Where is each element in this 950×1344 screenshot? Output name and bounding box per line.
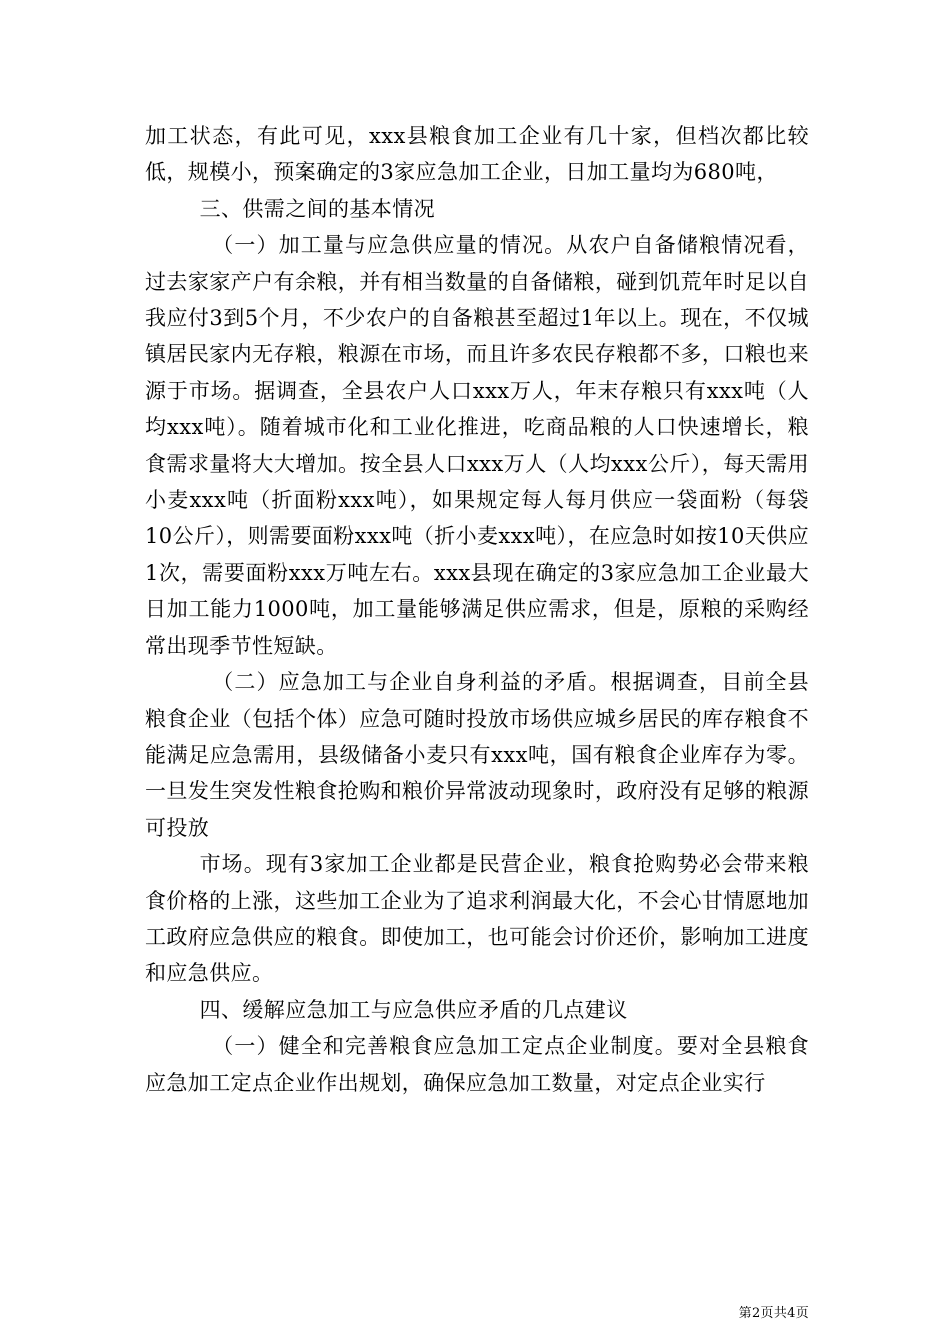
paragraph-processing-status: 加工状态，有此可见，xxx县粮食加工企业有几十家，但档次都比较低，规模小，预案确定的3家应急加工企业，日加工量均为680吨，: [145, 124, 809, 185]
heading-suggestions: 四、缓解应急加工与应急供应矛盾的几点建议: [199, 997, 628, 1022]
paragraph-market-continuation: 市场。现有3家加工企业都是民营企业，粮食抢购势必会带来粮食价格的上涨，这些加工企业为了追求利润最大化，不会心甘情愿地加工政府应急供应的粮食。即使加工，也可能会讨价还价，影响加工进度和应急供应。: [145, 852, 809, 986]
heading-supply-demand: 三、供需之间的基本情况: [199, 196, 435, 221]
paragraph-enterprise-interest: （二）应急加工与企业自身利益的矛盾。根据调查，目前全县粮食企业（包括个体）应急可随时投放市场供应城乡居民的库存粮食不能满足应急需用，县级储备小麦只有xxx吨，国有粮食企业库存为零。一旦发生突发性粮食抢购和粮价异常波动现象时，政府没有足够的粮源可投放: [145, 670, 809, 840]
page-indicator: 第2页共4页: [738, 1306, 809, 1321]
paragraph-system-improvement: （一）健全和完善粮食应急加工定点企业制度。要对全县粮食应急加工定点企业作出规划，确保应急加工数量，对定点企业实行: [145, 1034, 809, 1095]
document-body: [145, 118, 809, 1101]
paragraph-processing-volume: （一）加工量与应急供应量的情况。从农户自备储粮情况看，过去家家产户有余粮，并有相当数量的自备储粮，碰到饥荒年时足以自我应付3到5个月，不少农户的自备粮甚至超过1年以上。现在，不仅城镇居民家内无存粮，粮源在市场，而且许多农民存粮都不多，口粮也来源于市场。据调查，全县农户人口xxx万人，年末存粮只有xxx吨（人均xxx吨）。随着城市化和工业化推进，吃商品粮的人口快速增长，粮食需求量将大大增加。按全县人口xxx万人（人均xxx公斤），每天需用小麦xxx吨（折面粉xxx吨），如果规定每人每月供应一袋面粉（每袋10公斤），则需要面粉xxx吨（折小麦xxx吨），在应急时如按10天供应1次，需要面粉xxx万吨左右。xxx县现在确定的3家应急加工企业最大日加工能力1000吨，加工量能够满足供应需求，但是，原粮的采购经常出现季节性短缺。: [145, 233, 809, 658]
